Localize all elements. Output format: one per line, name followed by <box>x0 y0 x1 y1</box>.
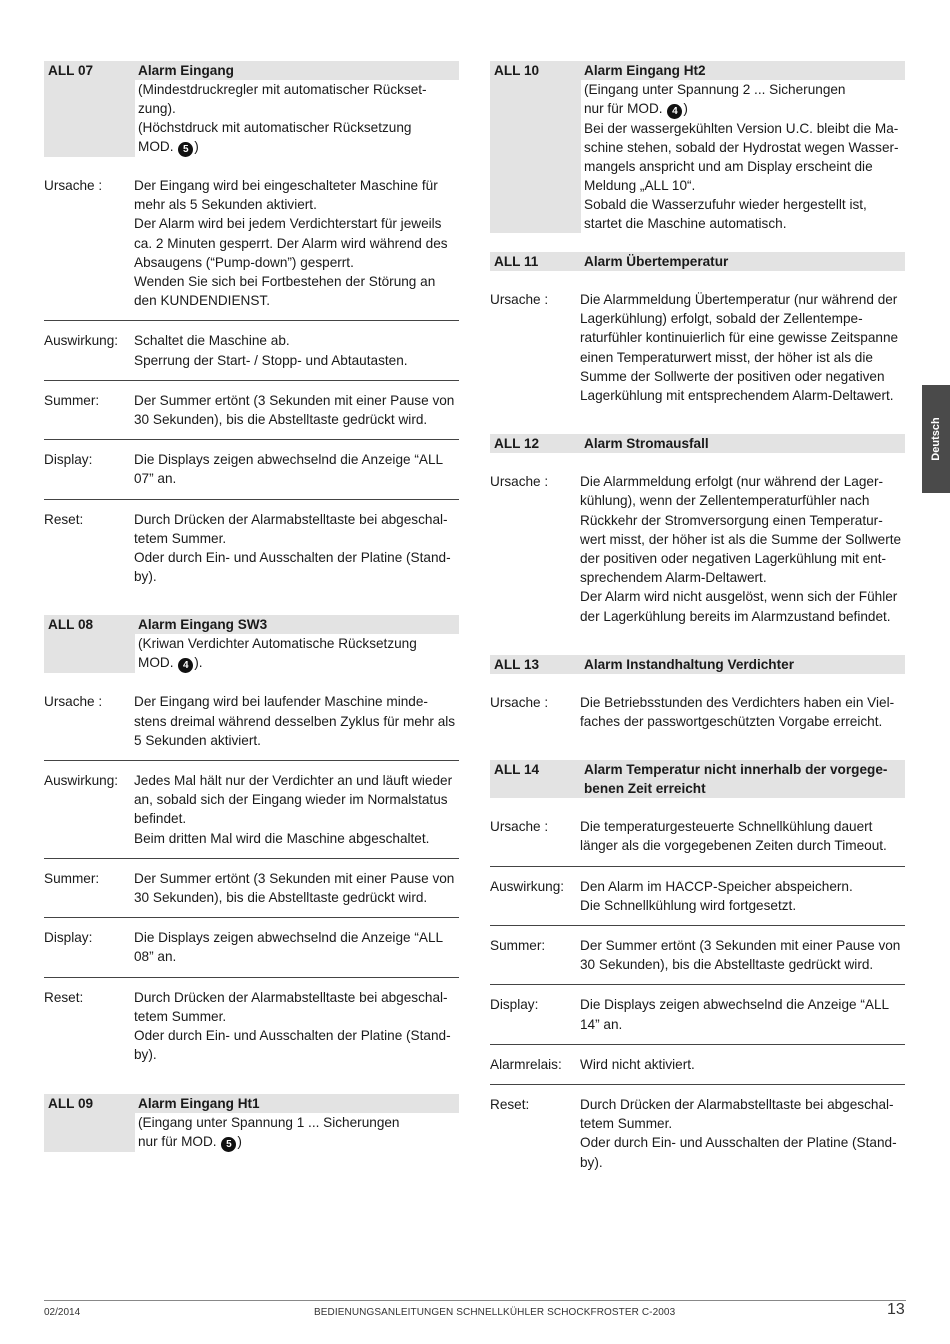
alarm-subtitle: (Kriwan Verdichter Automatische Rücksetzung MOD. 4 ). <box>135 634 459 673</box>
row-text: Den Alarm im HACCP-Speicher abspeichern. Die Schnellkühlung wird fortgesetzt. <box>580 878 853 913</box>
alarm-code: ALL 07 <box>44 61 135 157</box>
mod-note: nur für MOD. 5 ) <box>138 1133 242 1150</box>
row-text: Durch Drücken der Alarmabstelltaste bei abgeschal-tetem Summer. Oder durch Ein- und Ausschalten der Platine (Stand-by). <box>134 511 451 585</box>
footer-title: BEDIENUNGSANLEITUNGEN SCHNELLKÜHLER SCHOCKFROSTER C-2003 <box>314 1307 676 1318</box>
alarm-header-all14 <box>490 760 905 798</box>
alarm-code: ALL 13 <box>490 655 581 674</box>
row-text: Der Summer ertönt (3 Sekunden mit einer Pause von 30 Sekunden), bis die Abstelltaste gedrückt wird. <box>134 392 455 428</box>
page-number: 13 <box>887 1301 905 1318</box>
alarm-header-all10 <box>490 61 905 233</box>
alarm-title: Alarm Eingang Ht1 <box>135 1094 459 1113</box>
row-label: Display: <box>44 452 93 468</box>
row-label: Reset: <box>490 1097 530 1113</box>
row-label: Summer: <box>44 392 100 408</box>
auswirkung-row <box>44 771 459 859</box>
auswirkung-row <box>490 877 905 926</box>
row-label: Summer: <box>44 870 100 886</box>
alarm-subtitle: (Mindestdruckregler mit automatischer Rückset-zung). (Höchstdruck mit automatischer Rücksetzung MOD. 5 ) <box>135 80 459 157</box>
ursache-row <box>490 817 905 866</box>
mod-number-badge: 4 <box>667 104 682 119</box>
alarm-header-all07 <box>44 61 459 157</box>
reset-row <box>44 988 459 1075</box>
alarm-body: Bei der wassergekühlten Version U.C. bleibt die Ma-schine stehen, sobald der Hydrostat wegen Wasser-mangels anspricht und am Display erscheint die Meldung „ALL 10“. <box>584 121 899 193</box>
alarm-subtitle: (Eingang unter Spannung 1 ... Sicherungen nur für MOD. 5 ) <box>135 1113 459 1152</box>
row-text: Die Displays zeigen abwechselnd die Anzeige “ALL 08” an. <box>134 930 443 965</box>
language-tab <box>922 385 950 493</box>
row-label: Display: <box>490 997 539 1013</box>
row-label: Reset: <box>44 989 84 1005</box>
mod-number-badge: 5 <box>178 142 193 157</box>
alarmrelais-row <box>490 1055 905 1085</box>
row-text: Durch Drücken der Alarmabstelltaste bei abgeschal-tetem Summer. Oder durch Ein- und Ausschalten der Platine (Stand-by). <box>580 1097 897 1170</box>
row-label: Reset: <box>44 511 84 527</box>
alarm-header-all12 <box>490 434 905 453</box>
row-text: Der Summer ertönt (3 Sekunden mit einer Pause von 30 Sekunden), bis die Abstelltaste gedrückt wird. <box>134 870 455 906</box>
row-label: Auswirkung: <box>44 333 119 349</box>
alarm-code: ALL 12 <box>490 434 581 453</box>
alarm-title: Alarm Temperatur nicht innerhalb der vorgege-benen Zeit erreicht <box>581 760 905 798</box>
row-text: Die Displays zeigen abwechselnd die Anzeige “ALL 07” an. <box>134 452 443 487</box>
row-text: Durch Drücken der Alarmabstelltaste bei abgeschal-tetem Summer. Oder durch Ein- und Ausschalten der Platine (Stand-by). <box>134 989 451 1063</box>
row-text: Wird nicht aktiviert. <box>580 1056 695 1072</box>
row-text: Der Summer ertönt (3 Sekunden mit einer Pause von 30 Sekunden), bis die Abstelltaste gedrückt wird. <box>580 938 901 973</box>
display-row <box>490 995 905 1044</box>
ursache-row <box>44 692 459 761</box>
alarm-title: Alarm Instandhaltung Verdichter <box>581 655 905 674</box>
row-text: Jedes Mal hält nur der Verdichter an und läuft wieder an, sobald sich der Eingang wieder im Normalstatus befindet. Beim dritten Mal wird die Maschine abgeschaltet. <box>134 773 453 846</box>
row-text: Der Eingang wird bei eingeschalteter Maschine für mehr als 5 Sekunden aktiviert. Der Alarm wird bei jedem Verdichterstart für jeweils ca. 2 Minuten gesperrt. Der Alarm wird während des Absaugens (“Pump-down”) gesperrt. Wenden Sie sich bei Fortbestehen der Störung an den KUNDENDIENST. <box>134 178 448 309</box>
alarm-subtitle: (Eingang unter Spannung 2 ... Sicherungen nur für MOD. 4 ) Bei der wassergekühlten Version U.C. bleibt die Ma-schine stehen, sobald der Hydrostat wegen Wasser-mangels anspricht und am Display erscheint die Meldung „ALL 10“. Sobald die Wasserzufuhr wieder hergestellt ist, startet die Maschine automatisch. <box>581 80 905 233</box>
alarm-code: ALL 08 <box>44 615 135 673</box>
alarm-header-all08 <box>44 615 459 673</box>
row-text: Die Betriebsstunden des Verdichters haben ein Viel-faches der passwortgeschützten Vorgabe erreicht. <box>580 694 895 730</box>
alarm-title: Alarm Übertemperatur <box>581 252 905 271</box>
alarm-code: ALL 14 <box>490 760 581 798</box>
display-row <box>44 450 459 499</box>
alarm-title: Alarm Stromausfall <box>581 434 905 453</box>
display-row <box>44 928 459 977</box>
ursache-row <box>490 290 905 415</box>
alarm-title: Alarm Eingang Ht2 <box>581 61 905 80</box>
row-label: Display: <box>44 930 93 946</box>
reset-row <box>490 1095 905 1182</box>
alarm-title: Alarm Eingang SW3 <box>135 615 459 634</box>
alarm-code: ALL 11 <box>490 252 581 271</box>
alarm-code: ALL 10 <box>490 61 581 233</box>
row-text: Die Alarmmeldung Übertemperatur (nur während der Lagerkühlung) erfolgt, sobald der Zellentempe-raturfühler kontinuierlich für eine gewisse Zeitspanne einen Temperaturwert misst, der höher ist als die Summe der Sollwerte der positiven oder negativen Lagerkühlung mit entsprechendem Alarm-Deltawert. <box>580 292 899 404</box>
summer-row <box>44 391 459 440</box>
language-tab-label: Deutsch <box>930 417 942 461</box>
mod-note: MOD. 4 ). <box>138 655 203 672</box>
row-text: Schaltet die Maschine ab. Sperrung der Start- / Stopp- und Abtautasten. <box>134 333 408 368</box>
footer-date: 02/2014 <box>44 1307 81 1318</box>
alarm-header-all11 <box>490 252 905 271</box>
row-label: Ursache : <box>490 292 549 307</box>
row-label: Auswirkung: <box>44 773 119 789</box>
row-label: Ursache : <box>490 694 549 710</box>
footer-divider <box>44 1300 906 1301</box>
row-label: Summer: <box>490 938 546 954</box>
ursache-row <box>490 693 905 741</box>
row-label: Auswirkung: <box>490 878 565 894</box>
row-text: Die Displays zeigen abwechselnd die Anzeige “ALL 14” an. <box>580 997 889 1032</box>
row-label: Ursache : <box>44 178 103 193</box>
row-label: Ursache : <box>44 694 103 710</box>
alarm-header-all13 <box>490 655 905 674</box>
row-text: Der Eingang wird bei laufender Maschine minde-stens dreimal während desselben Zyklus für mehr als 5 Sekunden aktiviert. <box>134 694 456 748</box>
mod-number-badge: 4 <box>178 658 193 673</box>
row-label: Ursache : <box>490 474 549 490</box>
ursache-row <box>44 176 459 321</box>
mod-note: MOD. 5 ) <box>138 139 199 155</box>
alarm-code: ALL 09 <box>44 1094 135 1152</box>
alarm-body: Sobald die Wasserzufuhr wieder hergestellt ist, startet die Maschine automatisch. <box>584 197 867 231</box>
ursache-row <box>490 472 905 636</box>
reset-row <box>44 510 459 597</box>
right-column <box>490 61 905 1201</box>
left-column <box>44 61 459 1171</box>
mod-number-badge: 5 <box>221 1137 236 1152</box>
row-label: Alarmrelais: <box>490 1056 562 1072</box>
mod-note: nur für MOD. 4 ) <box>584 101 688 117</box>
row-label: Ursache : <box>490 819 549 835</box>
alarm-header-all09 <box>44 1094 459 1152</box>
summer-row <box>490 936 905 985</box>
alarm-title: Alarm Eingang <box>135 61 459 80</box>
row-text: Die temperaturgesteuerte Schnellkühlung dauert länger als die vorgegebenen Zeiten durch Timeout. <box>580 819 887 854</box>
summer-row <box>44 869 459 918</box>
auswirkung-row <box>44 331 459 380</box>
row-text: Die Alarmmeldung erfolgt (nur während der Lager-kühlung), wenn der Zellentemperaturfühler nach Rückkehr der Stromversorgung einen Temperatur-wert misst, der höher ist als die Summe der Sollwerte der positiven oder negativen Lagerkühlung mit ent-sprechendem Alarm-Deltawert. Der Alarm wird nicht ausgelöst, wenn sich der Fühler der Lagerkühlung bereits im Alarmzustand befindet. <box>580 474 902 624</box>
